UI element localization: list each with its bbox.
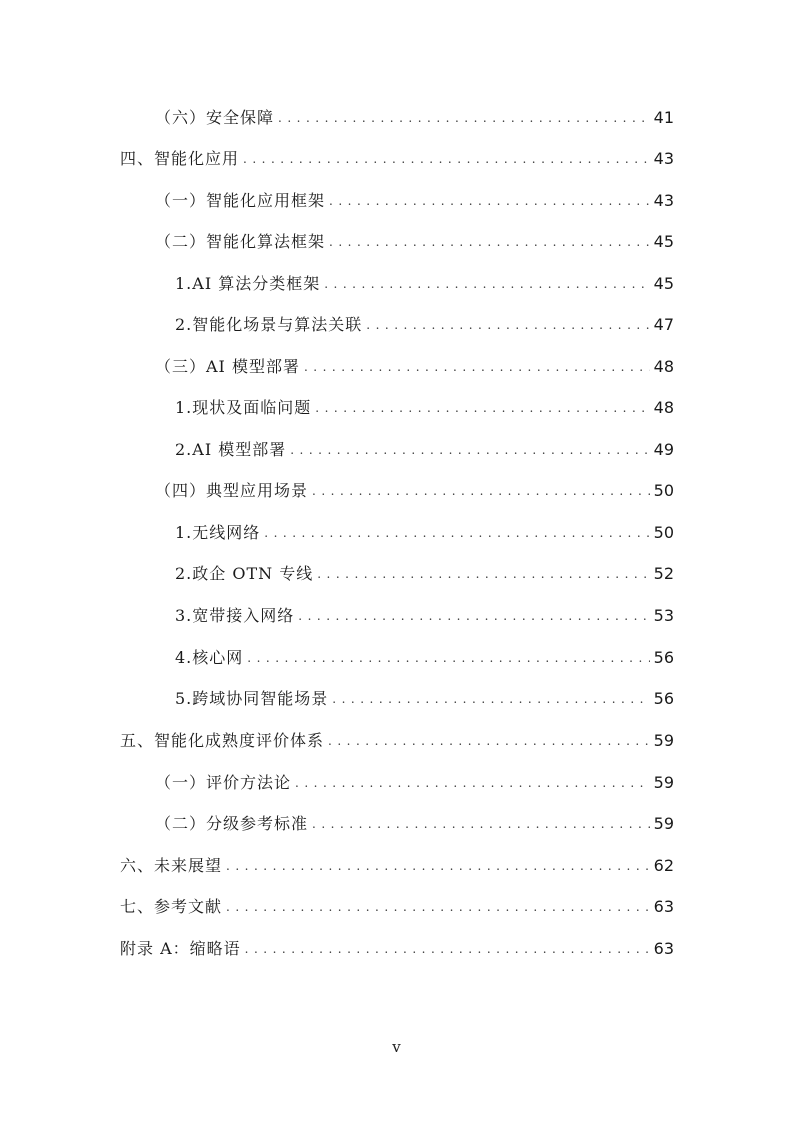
toc-entry[interactable] — [175, 562, 674, 586]
toc-entry-title: （二）智能化算法框架 — [155, 232, 326, 251]
dot-leader — [278, 106, 650, 130]
toc-entry[interactable] — [155, 479, 674, 503]
toc-entry-page: 50 — [653, 523, 674, 542]
toc-entry-page: 63 — [653, 897, 674, 916]
toc-entry-title: （六）安全保障 — [155, 108, 275, 127]
toc-entry-title: 3.宽带接入网络 — [175, 606, 295, 625]
toc-entry-title: 六、未来展望 — [120, 856, 223, 875]
toc-entry[interactable] — [155, 106, 674, 130]
toc-entry[interactable] — [155, 355, 674, 379]
page-number: v — [392, 1038, 401, 1056]
toc-entry-page: 56 — [653, 689, 674, 708]
dot-leader — [226, 895, 650, 919]
toc-entry-title: 四、智能化应用 — [120, 149, 240, 168]
dot-leader — [312, 479, 650, 503]
toc-entry[interactable] — [175, 396, 674, 420]
dot-leader — [328, 729, 650, 753]
dot-leader — [324, 272, 649, 296]
toc-entry-title: 七、参考文献 — [120, 897, 223, 916]
dot-leader — [247, 646, 649, 670]
dot-leader — [290, 438, 649, 462]
toc-entry[interactable] — [175, 313, 674, 337]
toc-entry[interactable] — [155, 812, 674, 836]
toc-entry-page: 50 — [653, 481, 674, 500]
toc-entry-title: （一）评价方法论 — [155, 773, 292, 792]
toc-entry[interactable] — [175, 438, 674, 462]
dot-leader — [245, 937, 650, 961]
toc-entry[interactable] — [120, 729, 674, 753]
toc-entry-page: 45 — [653, 232, 674, 251]
toc-entry-page: 63 — [653, 939, 674, 958]
dot-leader — [295, 771, 650, 795]
dot-leader — [329, 189, 650, 213]
toc-entry[interactable] — [120, 937, 674, 961]
toc-entry-title: 1.现状及面临问题 — [175, 398, 312, 417]
toc-entry-title: 1.无线网络 — [175, 523, 261, 542]
toc-entry-title: 五、智能化成熟度评价体系 — [120, 731, 325, 750]
toc-entry[interactable] — [175, 604, 674, 628]
toc-entry-title: 5.跨域协同智能场景 — [175, 689, 329, 708]
dot-leader — [298, 604, 649, 628]
toc-entry-page: 47 — [653, 315, 674, 334]
toc-entry[interactable] — [120, 895, 674, 919]
toc-entry-page: 49 — [653, 440, 674, 459]
toc-entry-page: 59 — [653, 773, 674, 792]
toc-entry-page: 48 — [653, 398, 674, 417]
toc-entry[interactable] — [155, 230, 674, 254]
toc-entry-title: 4.核心网 — [175, 648, 244, 667]
toc-entry-title: （二）分级参考标准 — [155, 814, 309, 833]
toc-entry-page: 53 — [653, 606, 674, 625]
toc-entry-page: 52 — [653, 564, 674, 583]
toc-entry-title: 附录 A：缩略语 — [120, 939, 241, 958]
toc-entry-title: （四）典型应用场景 — [155, 481, 309, 500]
dot-leader — [315, 396, 649, 420]
toc-entry-page: 45 — [653, 274, 674, 293]
toc-entry[interactable] — [175, 521, 674, 545]
toc-entry-page: 43 — [653, 149, 674, 168]
dot-leader — [332, 687, 649, 711]
toc-entry-title: 2.AI 模型部署 — [175, 440, 287, 459]
toc-entry-title: 2.智能化场景与算法关联 — [175, 315, 363, 334]
toc-entry-page: 56 — [653, 648, 674, 667]
toc-entry[interactable] — [175, 646, 674, 670]
toc-entry-title: 1.AI 算法分类框架 — [175, 274, 321, 293]
toc-entry-page: 48 — [653, 357, 674, 376]
toc-entry-title: （一）智能化应用框架 — [155, 191, 326, 210]
toc-entry-page: 43 — [653, 191, 674, 210]
toc-entry[interactable] — [155, 189, 674, 213]
toc-entry-page: 41 — [653, 108, 674, 127]
dot-leader — [226, 854, 650, 878]
dot-leader — [317, 562, 649, 586]
toc-entry-page: 59 — [653, 814, 674, 833]
dot-leader — [312, 812, 650, 836]
dot-leader — [366, 313, 649, 337]
toc-entry-title: （三）AI 模型部署 — [155, 357, 300, 376]
toc-entry[interactable] — [120, 147, 674, 171]
toc-entry[interactable] — [175, 687, 674, 711]
toc-entry-page: 62 — [653, 856, 674, 875]
dot-leader — [243, 147, 650, 171]
dot-leader — [329, 230, 650, 254]
dot-leader — [264, 521, 649, 545]
toc-entry[interactable] — [155, 771, 674, 795]
toc-entry-title: 2.政企 OTN 专线 — [175, 564, 314, 583]
toc-entry-page: 59 — [653, 731, 674, 750]
dot-leader — [304, 355, 650, 379]
toc-entry[interactable] — [120, 854, 674, 878]
toc-entry[interactable] — [175, 272, 674, 296]
